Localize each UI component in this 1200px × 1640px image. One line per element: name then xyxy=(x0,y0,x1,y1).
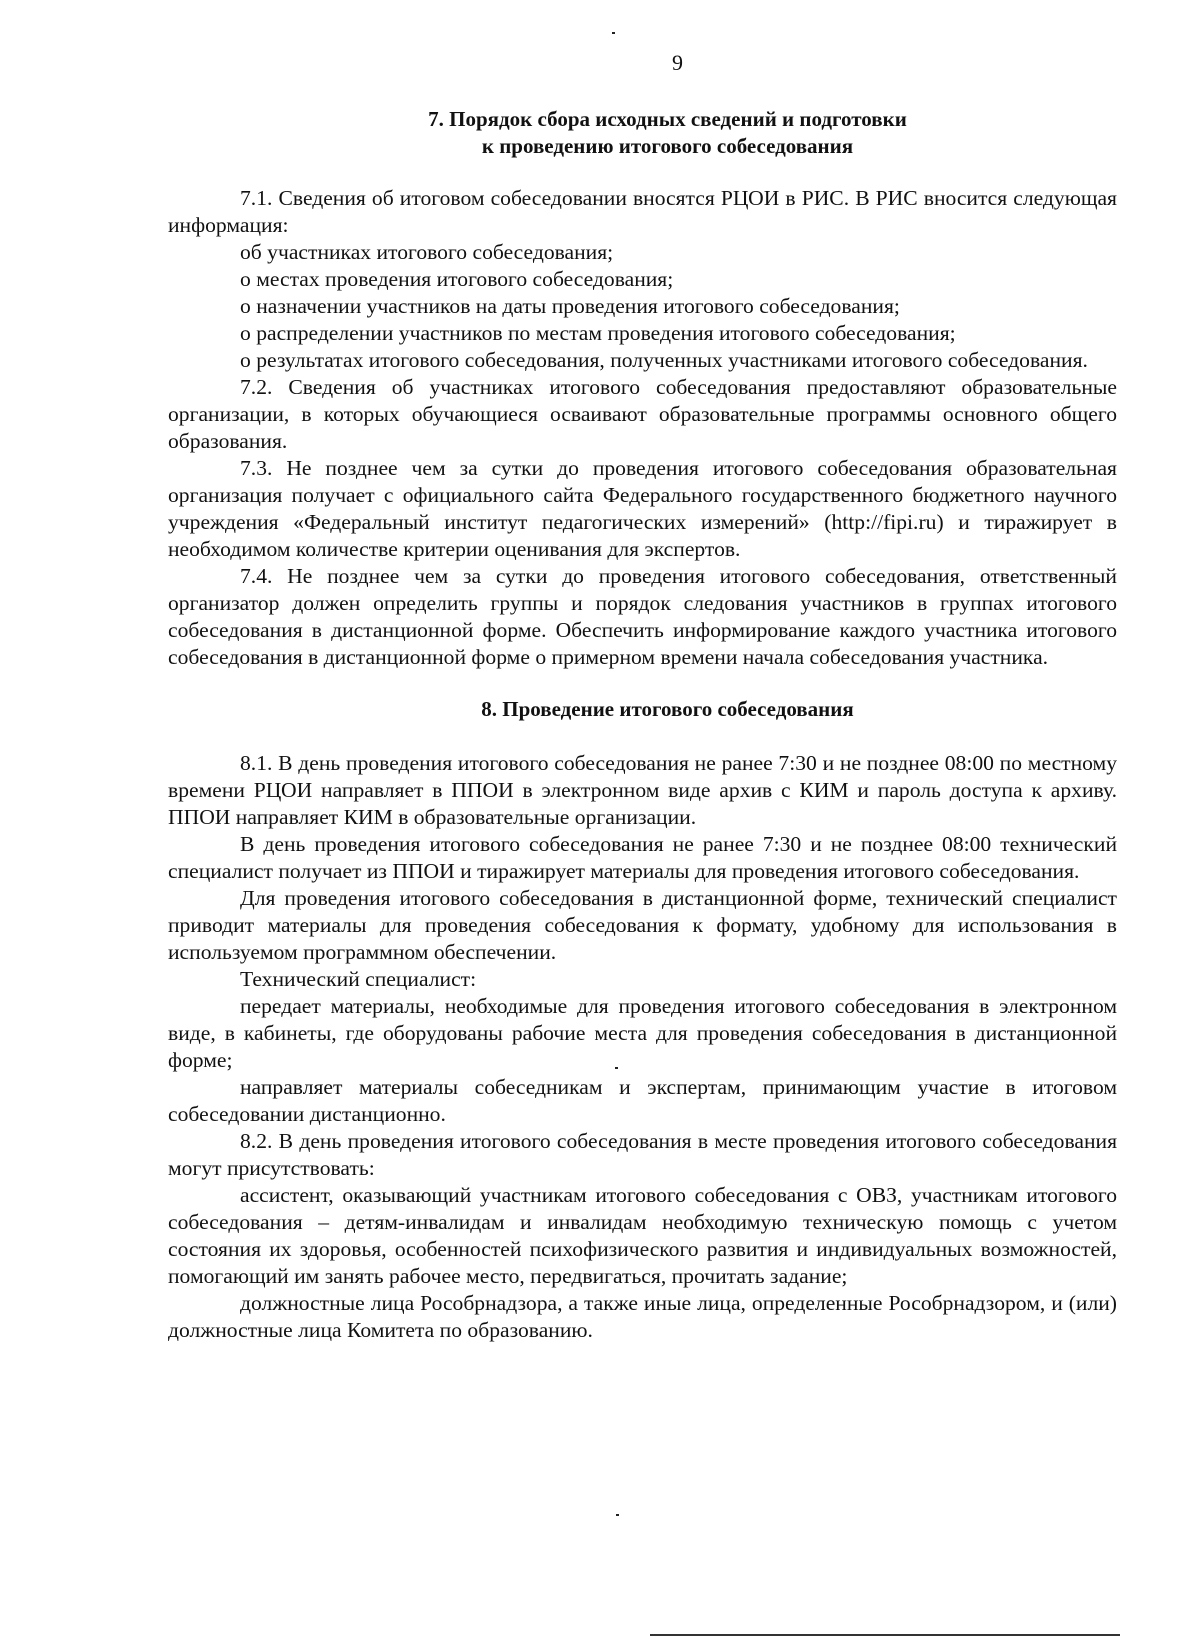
list-item: о результатах итогового собеседования, полученных участниками итогового собеседования. xyxy=(240,348,1088,372)
document-body xyxy=(168,100,1117,1344)
paragraph-8-2b: должностные лица Рособрнадзора, а также иные лица, определенные Рособрнадзором, и (или) должностные лица Комитета по образованию. xyxy=(168,1291,1117,1342)
scan-speck xyxy=(616,1514,619,1516)
section-7-title xyxy=(168,106,1117,160)
paragraph-8-1e: передает материалы, необходимые для проведения итогового собеседования в электронном виде, в кабинеты, где оборудованы рабочие места для проведения собеседования в дистанционной форме; xyxy=(168,994,1117,1072)
list-item: о назначении участников на даты проведения итогового собеседования; xyxy=(240,294,900,318)
footer-scan-line xyxy=(650,1634,1120,1636)
section-7-title-line2: к проведению итогового собеседования xyxy=(481,134,854,158)
paragraph-7-3: 7.3. Не позднее чем за сутки до проведения итогового собеседования образовательная организация получает с официального сайта Федерального государственного бюджетного научного учреждения «Федеральный институт педагогических измерений» (http://fipi.ru) и тиражирует в необходимом количестве критерии оценивания для экспертов. xyxy=(168,456,1117,561)
page-number-text: 9 xyxy=(672,50,683,75)
paragraph-8-1b: В день проведения итогового собеседования не ранее 7:30 и не позднее 08:00 технический специалист получает из ППОИ и тиражирует материалы для проведения итогового собеседования. xyxy=(168,832,1117,883)
paragraph-7-1: 7.1. Сведения об итоговом собеседовании вносятся РЦОИ в РИС. В РИС вносится следующая информация: xyxy=(168,186,1117,237)
section-7-title-line1: 7. Порядок сбора исходных сведений и подготовки xyxy=(428,107,907,131)
paragraph-7-2: 7.2. Сведения об участниках итогового собеседования предоставляют образовательные организации, в которых обучающиеся осваивают образовательные программы основного общего образования. xyxy=(168,375,1117,453)
paragraph-8-2: 8.2. В день проведения итогового собеседования в месте проведения итогового собеседования могут присутствовать: xyxy=(168,1129,1117,1180)
paragraph-8-1c: Для проведения итогового собеседования в дистанционной форме, технический специалист приводит материалы для проведения собеседования к формату, удобному для использования в используемом программном обеспечении. xyxy=(168,886,1117,964)
paragraph-8-2a: ассистент, оказывающий участникам итогового собеседования с ОВЗ, участникам итогового собеседования – детям-инвалидам и инвалидам необходимую техническую помощь с учетом состояния их здоровья, особенностей психофизического развития и индивидуальных возможностей, помогающий им занять рабочее место, передвигаться, прочитать задание; xyxy=(168,1183,1117,1288)
section-8-title: 8. Проведение итогового собеседования xyxy=(481,697,854,721)
scan-speck xyxy=(612,32,615,34)
paragraph-8-1: 8.1. В день проведения итогового собеседования не ранее 7:30 и не позднее 08:00 по местному времени РЦОИ направляет в ППОИ в электронном виде архив с КИМ и пароль доступа к архиву. ППОИ направляет КИМ в образовательные организации. xyxy=(168,751,1117,829)
page-number xyxy=(0,50,1200,76)
list-item: о распределении участников по местам проведения итогового собеседования; xyxy=(240,321,956,345)
paragraph-8-1f: направляет материалы собеседникам и экспертам, принимающим участие в итоговом собеседовании дистанционно. xyxy=(168,1075,1117,1126)
paragraph-8-1d: Технический специалист: xyxy=(240,967,477,991)
paragraph-7-4: 7.4. Не позднее чем за сутки до проведения итогового собеседования, ответственный организатор должен определить группы и порядок следования участников в группах итогового собеседования в дистанционной форме. Обеспечить информирование каждого участника итогового собеседования в дистанционной форме о примерном времени начала собеседования участника. xyxy=(168,564,1117,669)
list-item: о местах проведения итогового собеседования; xyxy=(240,267,674,291)
list-item: об участниках итогового собеседования; xyxy=(240,240,614,264)
